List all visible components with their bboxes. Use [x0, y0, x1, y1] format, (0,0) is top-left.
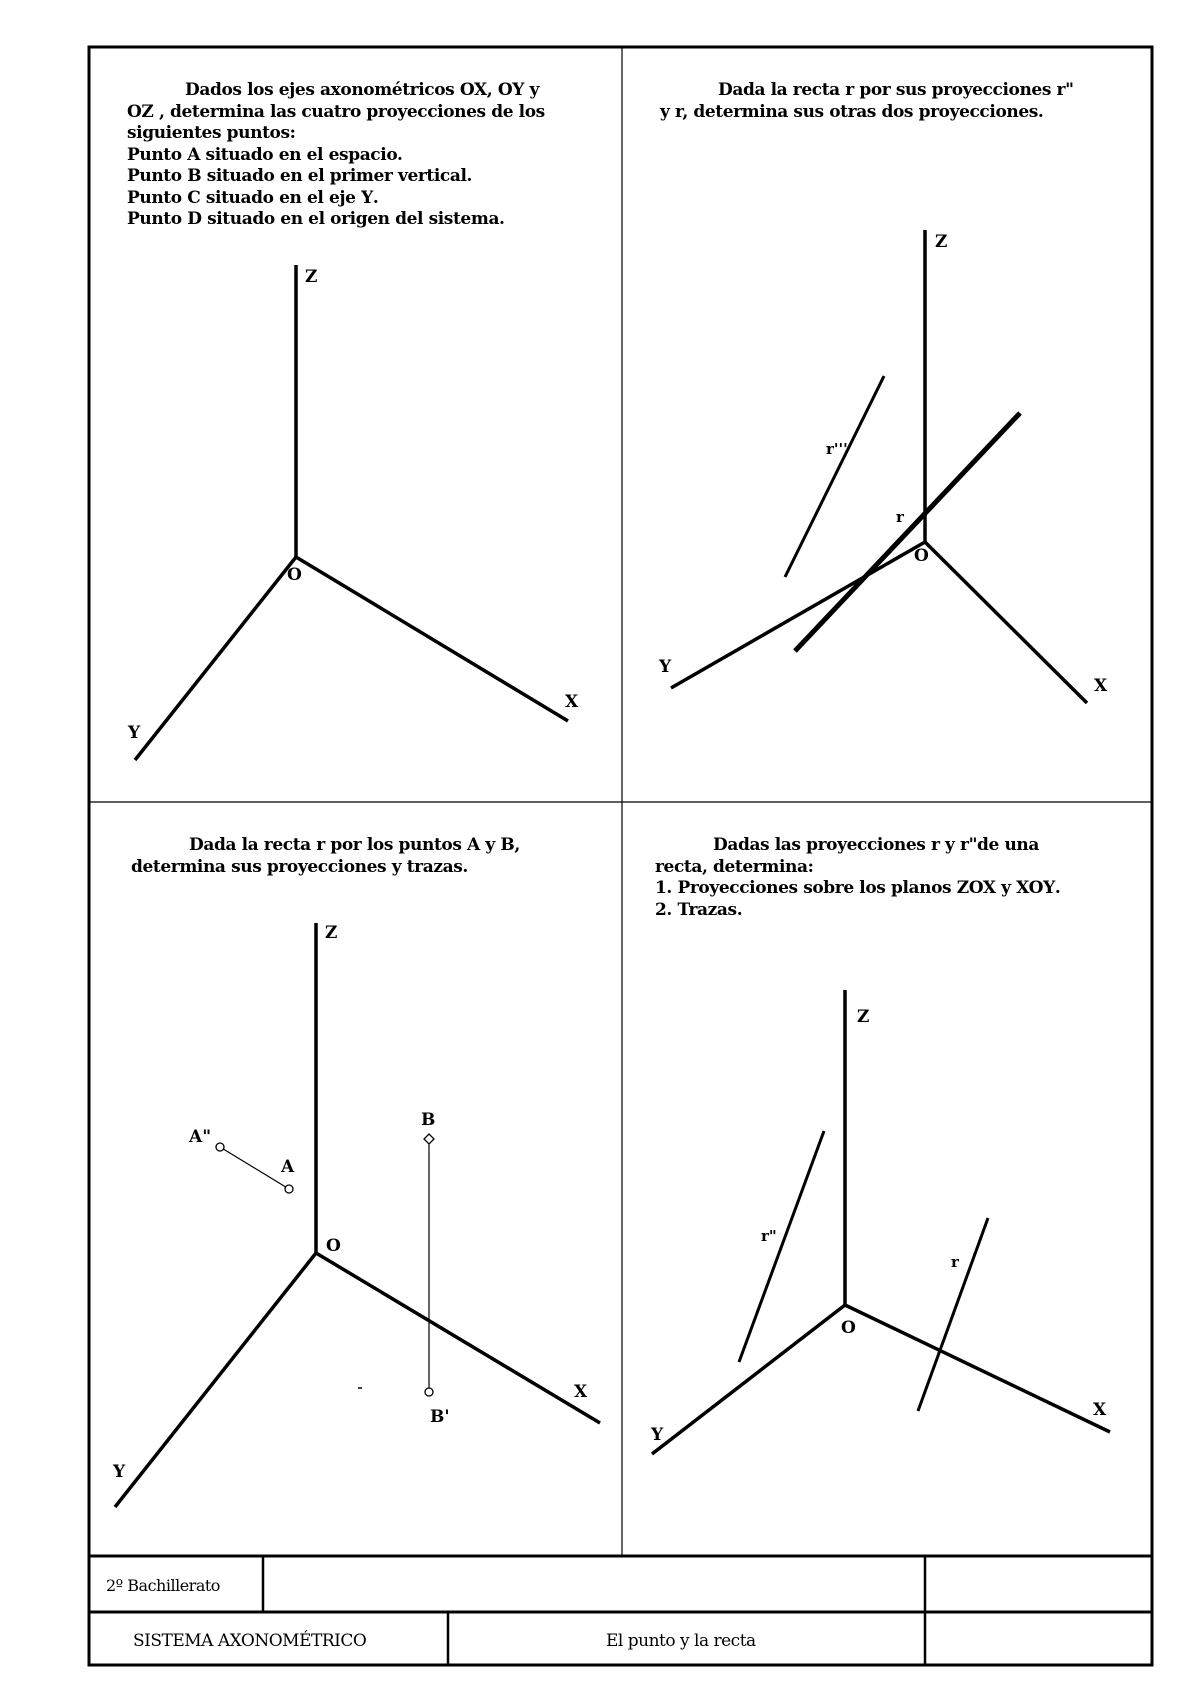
ex4-axis-y [652, 1305, 845, 1454]
ex4-line-r [918, 1218, 988, 1411]
ex3-point-b [424, 1134, 434, 1144]
ex4-label-r: r [951, 1253, 959, 1271]
ex4-label-z: Z [857, 1007, 870, 1027]
statement-text: por sus proyecciones [853, 80, 1057, 100]
footer-topic: El punto y la recta [606, 1631, 756, 1651]
statement-emphasis: Y [361, 187, 373, 208]
ex2-axis-x [925, 542, 1087, 703]
statement-emphasis: r [316, 835, 325, 855]
statement-text: . [1054, 878, 1061, 898]
statement-text: situado en el espacio. [200, 144, 403, 165]
statement-emphasis: OX [459, 80, 487, 100]
ex4-label-y: Y [651, 1425, 664, 1445]
ex3-segment-a [220, 1147, 289, 1189]
statement-text: Dada la recta [189, 835, 317, 855]
statement-text: Punto [127, 166, 188, 186]
ex2-label-r: r [896, 508, 904, 526]
statement-text: Dadas las proyecciones r y r"de una [713, 835, 1039, 855]
statement-text: determina sus proyecciones y trazas. [131, 856, 468, 877]
exercise-2-statement [660, 80, 1140, 123]
statement-text: por los puntos [324, 835, 468, 855]
statement-line [127, 166, 607, 188]
ex1-label-y: Y [128, 723, 141, 743]
statement-emphasis: OY [497, 80, 524, 100]
ex4-label-r-double-prime: r" [761, 1227, 777, 1245]
statement-emphasis: ZOX [956, 878, 996, 898]
statement-text: . [372, 187, 379, 208]
statement-text: Punto [127, 144, 188, 165]
statement-emphasis: r" [1056, 80, 1074, 100]
exercise-4-statement [655, 835, 1145, 921]
ex4-line-r-double-prime [739, 1131, 824, 1362]
ex1-label-x: X [565, 692, 579, 712]
ex2-line-r-triple-prime [785, 376, 884, 577]
statement-emphasis: XOY [1016, 878, 1055, 898]
ex3-label-x: X [574, 1382, 588, 1402]
ex2-axis-y [671, 542, 925, 688]
footer-course: 2º Bachillerato [106, 1576, 220, 1595]
ex1-axes [135, 265, 568, 760]
exercise-3-statement [131, 835, 611, 878]
statement-line [131, 857, 611, 879]
statement-emphasis: D [187, 209, 202, 229]
statement-line [660, 80, 1140, 102]
ex3-point-a [285, 1185, 293, 1193]
statement-text: y [523, 80, 539, 100]
ex4-axes [652, 990, 1110, 1454]
statement-line [127, 102, 607, 124]
statement-line [127, 209, 607, 231]
ex4-label-o: O [841, 1318, 856, 1338]
footer-system: SISTEMA AXONOMÉTRICO [133, 1631, 367, 1651]
statement-line [655, 900, 1145, 922]
ex3-axis-x [316, 1253, 600, 1423]
exercise-1-statement [127, 80, 607, 231]
statement-line [127, 123, 607, 145]
ex3-point-a-double-prime [216, 1143, 224, 1151]
statement-text: Punto [127, 187, 188, 208]
statement-text: 1. Proyecciones sobre los planos [655, 878, 957, 898]
ex1-axis-x [296, 557, 568, 721]
statement-emphasis: C [187, 187, 201, 208]
statement-text: recta, determina: [655, 856, 814, 877]
ex3-axes [115, 923, 600, 1507]
statement-emphasis: OZ [127, 101, 154, 122]
statement-line [127, 80, 607, 102]
ex3-label-b-prime: B' [430, 1407, 450, 1427]
statement-text: Punto [127, 209, 188, 229]
ex1-label-z: Z [305, 267, 318, 287]
statement-text: Dada la recta [718, 80, 846, 100]
statement-emphasis: B [500, 835, 515, 855]
statement-text: , [486, 80, 498, 100]
ex2-label-r-triple-prime: r''' [826, 440, 848, 458]
statement-emphasis: B [187, 166, 202, 186]
ex4-label-x: X [1093, 1400, 1107, 1420]
ex3-label-y: Y [113, 1462, 126, 1482]
ex2-label-x: X [1094, 676, 1108, 696]
statement-text: siguientes puntos: [127, 123, 296, 143]
ex1-axis-y [135, 557, 296, 760]
ex2-label-y: Y [659, 657, 672, 677]
statement-line [127, 188, 607, 210]
ex3-axis-y [115, 1253, 316, 1507]
statement-line [660, 102, 1140, 124]
ex2-axes [671, 230, 1087, 703]
ex3-label-a: A [281, 1157, 295, 1177]
statement-text: y [479, 835, 501, 855]
ex3-point-b-prime [425, 1388, 433, 1396]
statement-emphasis: A [467, 835, 480, 855]
statement-line [131, 835, 611, 857]
statement-text: 2. Trazas. [655, 899, 743, 920]
statement-text: y r, determina sus otras dos proyecciones. [660, 101, 1044, 122]
statement-line [127, 145, 607, 167]
ex2-label-z: Z [935, 232, 948, 252]
ex1-label-o: O [287, 565, 302, 585]
statement-text: situado en el origen del sistema. [201, 209, 505, 229]
ex4-axis-x [845, 1305, 1110, 1432]
statement-text: y [995, 878, 1017, 898]
ex3-label-z: Z [325, 923, 338, 943]
statement-emphasis: A [187, 144, 201, 165]
ex2-label-o: O [914, 546, 929, 566]
ex3-label-o: O [326, 1236, 341, 1256]
ex3-label-a-double-prime: A" [189, 1127, 212, 1147]
statement-line [655, 835, 1145, 857]
statement-text: , determina las cuatro proyecciones de los [153, 101, 545, 122]
statement-line [655, 878, 1145, 900]
statement-text: situado en el eje [200, 187, 362, 208]
ex3-label-b: B [421, 1110, 436, 1130]
statement-line [655, 857, 1145, 879]
statement-text: Dados los ejes axonométricos [185, 80, 460, 100]
statement-text: , [514, 835, 520, 855]
statement-emphasis: r [845, 80, 854, 100]
statement-text: situado en el primer vertical. [201, 166, 473, 186]
